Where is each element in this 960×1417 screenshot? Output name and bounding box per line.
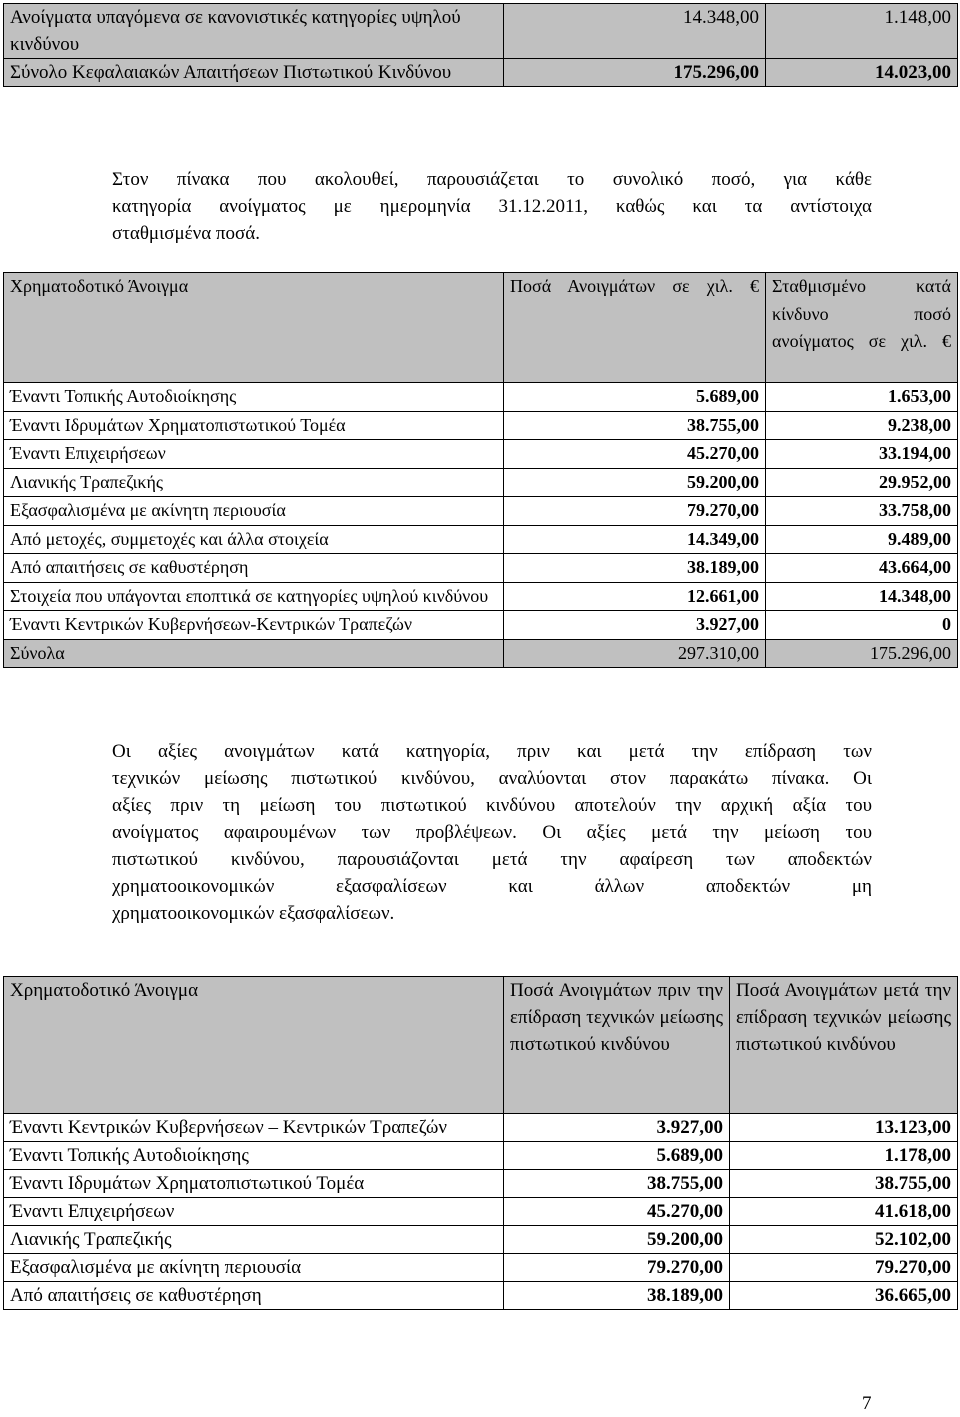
table-row bbox=[4, 497, 958, 526]
row-value: 79.270,00 bbox=[504, 497, 766, 526]
row-value: 5.689,00 bbox=[504, 383, 766, 412]
table-row bbox=[4, 1226, 958, 1254]
row-value: 29.952,00 bbox=[766, 468, 958, 497]
header-weighted-amount: Σταθμισμένο κατά κίνδυνο ποσό ανοίγματος σε χιλ. € bbox=[766, 273, 958, 383]
row-value: 14.348,00 bbox=[504, 4, 766, 59]
row-label: Από απαιτήσεις σε καθυστέρηση bbox=[4, 1282, 504, 1310]
paragraph-line: τεχνικών μείωσης πιστωτικού κινδύνου, αναλύονται στον παρακάτω πίνακα. Οι bbox=[112, 768, 872, 789]
row-label: Σύνολο Κεφαλαιακών Απαιτήσεων Πιστωτικού Κινδύνου bbox=[4, 59, 504, 87]
row-value: 9.238,00 bbox=[766, 411, 958, 440]
table-header-row bbox=[4, 273, 958, 383]
row-value: 79.270,00 bbox=[730, 1254, 958, 1282]
page-number: 7 bbox=[862, 1393, 872, 1414]
row-value: 14.023,00 bbox=[766, 59, 958, 87]
row-label: Έναντι Ιδρυμάτων Χρηματοπιστωτικού Τομέα bbox=[4, 411, 504, 440]
row-value: 1.653,00 bbox=[766, 383, 958, 412]
row-value: 41.618,00 bbox=[730, 1198, 958, 1226]
row-value: 36.665,00 bbox=[730, 1282, 958, 1310]
table-row bbox=[4, 1282, 958, 1310]
paragraph-line: Οι αξίες ανοιγμάτων κατά κατηγορία, πριν και μετά την επίδραση των bbox=[112, 741, 872, 762]
capital-requirements-table bbox=[3, 3, 958, 87]
paragraph-line: χρηματοοικονομικών εξασφαλίσεων. bbox=[112, 903, 395, 924]
table-row bbox=[4, 383, 958, 412]
row-label: Έναντι Τοπικής Αυτοδιοίκησης bbox=[4, 1142, 504, 1170]
paragraph-line: Στον πίνακα που ακολουθεί, παρουσιάζεται το συνολικό ποσό, για κάθε bbox=[112, 169, 872, 190]
row-value: 38.189,00 bbox=[504, 554, 766, 583]
row-value: 9.489,00 bbox=[766, 525, 958, 554]
row-label: Έναντι Κεντρικών Κυβερνήσεων – Κεντρικών Τραπεζών bbox=[4, 1114, 504, 1142]
total-value: 175.296,00 bbox=[766, 639, 958, 668]
table-row bbox=[4, 468, 958, 497]
paragraph-line: πιστωτικού κινδύνου, παρουσιάζονται μετά την αφαίρεση των αποδεκτών bbox=[112, 849, 872, 870]
row-value: 14.348,00 bbox=[766, 582, 958, 611]
row-value: 43.664,00 bbox=[766, 554, 958, 583]
row-value: 45.270,00 bbox=[504, 1198, 730, 1226]
row-value: 38.755,00 bbox=[504, 411, 766, 440]
row-value: 13.123,00 bbox=[730, 1114, 958, 1142]
row-label: Λιανικής Τραπεζικής bbox=[4, 1226, 504, 1254]
paragraph-line: ανοίγματος αφαιρουμένων των προβλέψεων. Οι αξίες μετά την μείωση του bbox=[112, 822, 872, 843]
row-value: 175.296,00 bbox=[504, 59, 766, 87]
row-value: 38.189,00 bbox=[504, 1282, 730, 1310]
table-header-row bbox=[4, 977, 958, 1114]
total-label: Σύνολα bbox=[4, 639, 504, 668]
header-before-mitigation: Ποσά Ανοιγμάτων πριν την επίδραση τεχνικών μείωσης πιστωτικού κινδύνου bbox=[504, 977, 730, 1114]
table-row bbox=[4, 440, 958, 469]
row-label: Εξασφαλισμένα με ακίνητη περιουσία bbox=[4, 497, 504, 526]
table-row bbox=[4, 4, 958, 59]
row-label: Έναντι Επιχειρήσεων bbox=[4, 1198, 504, 1226]
row-value: 59.200,00 bbox=[504, 1226, 730, 1254]
explanation-paragraph bbox=[112, 738, 872, 927]
row-label: Εξασφαλισμένα με ακίνητη περιουσία bbox=[4, 1254, 504, 1282]
row-value: 45.270,00 bbox=[504, 440, 766, 469]
table-row bbox=[4, 1198, 958, 1226]
row-value: 33.194,00 bbox=[766, 440, 958, 469]
row-value: 33.758,00 bbox=[766, 497, 958, 526]
row-value: 0 bbox=[766, 611, 958, 640]
row-label: Ανοίγματα υπαγόμενα σε κανονιστικές κατηγορίες υψηλού κινδύνου bbox=[4, 4, 504, 59]
paragraph-line: χρηματοοικονομικών εξασφαλίσεων και άλλων αποδεκτών μη bbox=[112, 876, 872, 897]
table-row bbox=[4, 554, 958, 583]
table-row bbox=[4, 59, 958, 87]
row-label: Έναντι Επιχειρήσεων bbox=[4, 440, 504, 469]
row-value: 52.102,00 bbox=[730, 1226, 958, 1254]
header-exposure-type: Χρηματοδοτικό Άνοιγμα bbox=[4, 273, 504, 383]
row-value: 12.661,00 bbox=[504, 582, 766, 611]
row-value: 1.148,00 bbox=[766, 4, 958, 59]
table-total-row bbox=[4, 639, 958, 668]
header-exposure-amount: Ποσά Ανοιγμάτων σε χιλ. € bbox=[504, 273, 766, 383]
table-row bbox=[4, 1254, 958, 1282]
credit-risk-mitigation-table bbox=[3, 976, 958, 1310]
row-value: 79.270,00 bbox=[504, 1254, 730, 1282]
table-row bbox=[4, 411, 958, 440]
row-value: 5.689,00 bbox=[504, 1142, 730, 1170]
row-value: 59.200,00 bbox=[504, 468, 766, 497]
row-label: Έναντι Τοπικής Αυτοδιοίκησης bbox=[4, 383, 504, 412]
paragraph-line: αξίες πριν τη μείωση του πιστωτικού κινδύνου αποτελούν την αρχική αξία του bbox=[112, 795, 872, 816]
row-label: Στοιχεία που υπάγονται εποπτικά σε κατηγορίες υψηλού κινδύνου bbox=[4, 582, 504, 611]
header-exposure-type: Χρηματοδοτικό Άνοιγμα bbox=[4, 977, 504, 1114]
header-after-mitigation: Ποσά Ανοιγμάτων μετά την επίδραση τεχνικών μείωσης πιστωτικού κινδύνου bbox=[730, 977, 958, 1114]
table-row bbox=[4, 582, 958, 611]
row-label: Λιανικής Τραπεζικής bbox=[4, 468, 504, 497]
row-value: 38.755,00 bbox=[730, 1170, 958, 1198]
paragraph-line: κατηγορία ανοίγματος με ημερομηνία 31.12.2011, καθώς και τα αντίστοιχα bbox=[112, 196, 872, 217]
exposure-weighted-table bbox=[3, 272, 958, 668]
row-label: Έναντι Ιδρυμάτων Χρηματοπιστωτικού Τομέα bbox=[4, 1170, 504, 1198]
paragraph-line: σταθμισμένα ποσά. bbox=[112, 223, 260, 244]
row-value: 1.178,00 bbox=[730, 1142, 958, 1170]
row-label: Από μετοχές, συμμετοχές και άλλα στοιχεία bbox=[4, 525, 504, 554]
row-value: 3.927,00 bbox=[504, 1114, 730, 1142]
table-row bbox=[4, 525, 958, 554]
intro-paragraph bbox=[112, 166, 872, 247]
row-value: 3.927,00 bbox=[504, 611, 766, 640]
table-row bbox=[4, 611, 958, 640]
table-row bbox=[4, 1142, 958, 1170]
row-value: 14.349,00 bbox=[504, 525, 766, 554]
total-value: 297.310,00 bbox=[504, 639, 766, 668]
table-row bbox=[4, 1170, 958, 1198]
row-label: Από απαιτήσεις σε καθυστέρηση bbox=[4, 554, 504, 583]
row-value: 38.755,00 bbox=[504, 1170, 730, 1198]
table-row bbox=[4, 1114, 958, 1142]
row-label: Έναντι Κεντρικών Κυβερνήσεων-Κεντρικών Τραπεζών bbox=[4, 611, 504, 640]
